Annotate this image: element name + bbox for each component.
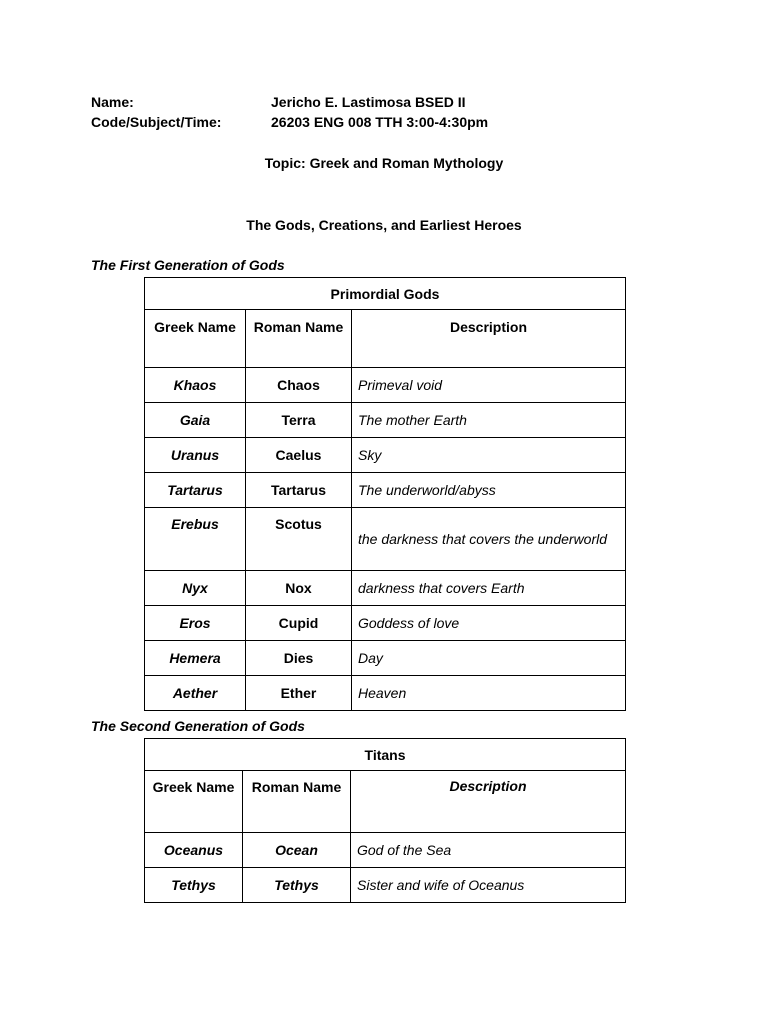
column-header-roman: Roman Name — [243, 771, 351, 833]
column-header-greek: Greek Name — [145, 310, 246, 368]
description-cell: Day — [352, 641, 626, 676]
table-row — [145, 438, 626, 473]
description-cell: The mother Earth — [352, 403, 626, 438]
description-cell: Sister and wife of Oceanus — [351, 868, 626, 903]
description-cell: Heaven — [352, 676, 626, 711]
code-label: Code/Subject/Time: — [91, 114, 222, 130]
section-title-first-generation: The First Generation of Gods — [91, 257, 285, 273]
table-row — [145, 368, 626, 403]
greek-name-cell: Eros — [145, 606, 246, 641]
roman-name-cell: Cupid — [246, 606, 352, 641]
greek-name-cell: Tethys — [145, 868, 243, 903]
column-header-description: Description — [351, 771, 626, 833]
table-caption: Titans — [145, 739, 626, 771]
roman-name-cell: Chaos — [246, 368, 352, 403]
primordial-gods-table — [144, 277, 626, 711]
table-row — [145, 676, 626, 711]
description-cell: Primeval void — [352, 368, 626, 403]
table-row — [145, 868, 626, 903]
table-row — [145, 833, 626, 868]
greek-name-cell: Tartarus — [145, 473, 246, 508]
roman-name-cell: Scotus — [246, 508, 352, 571]
description-cell: Sky — [352, 438, 626, 473]
description-cell: the darkness that covers the underworld — [352, 508, 626, 571]
section-title-second-generation: The Second Generation of Gods — [91, 718, 305, 734]
name-value: Jericho E. Lastimosa BSED II — [271, 94, 466, 110]
greek-name-cell: Khaos — [145, 368, 246, 403]
roman-name-cell: Terra — [246, 403, 352, 438]
roman-name-cell: Tethys — [243, 868, 351, 903]
code-value: 26203 ENG 008 TTH 3:00-4:30pm — [271, 114, 489, 130]
roman-name-cell: Nox — [246, 571, 352, 606]
table-row — [145, 641, 626, 676]
table-row — [145, 473, 626, 508]
greek-name-cell: Nyx — [145, 571, 246, 606]
greek-name-cell: Hemera — [145, 641, 246, 676]
document-subtitle: The Gods, Creations, and Earliest Heroes — [246, 217, 522, 233]
table-row — [145, 571, 626, 606]
greek-name-cell: Oceanus — [145, 833, 243, 868]
column-header-roman: Roman Name — [246, 310, 352, 368]
description-cell: Goddess of love — [352, 606, 626, 641]
name-label: Name: — [91, 94, 134, 110]
table-caption: Primordial Gods — [145, 278, 626, 310]
greek-name-cell: Erebus — [145, 508, 246, 571]
greek-name-cell: Aether — [145, 676, 246, 711]
roman-name-cell: Ocean — [243, 833, 351, 868]
titans-table — [144, 738, 626, 903]
table-row — [145, 508, 626, 571]
table-row — [145, 403, 626, 438]
greek-name-cell: Gaia — [145, 403, 246, 438]
column-header-description: Description — [352, 310, 626, 368]
roman-name-cell: Ether — [246, 676, 352, 711]
description-cell: darkness that covers Earth — [352, 571, 626, 606]
roman-name-cell: Dies — [246, 641, 352, 676]
roman-name-cell: Tartarus — [246, 473, 352, 508]
column-header-greek: Greek Name — [145, 771, 243, 833]
greek-name-cell: Uranus — [145, 438, 246, 473]
table-row — [145, 606, 626, 641]
roman-name-cell: Caelus — [246, 438, 352, 473]
description-cell: God of the Sea — [351, 833, 626, 868]
topic-heading: Topic: Greek and Roman Mythology — [264, 155, 504, 171]
description-cell: The underworld/abyss — [352, 473, 626, 508]
